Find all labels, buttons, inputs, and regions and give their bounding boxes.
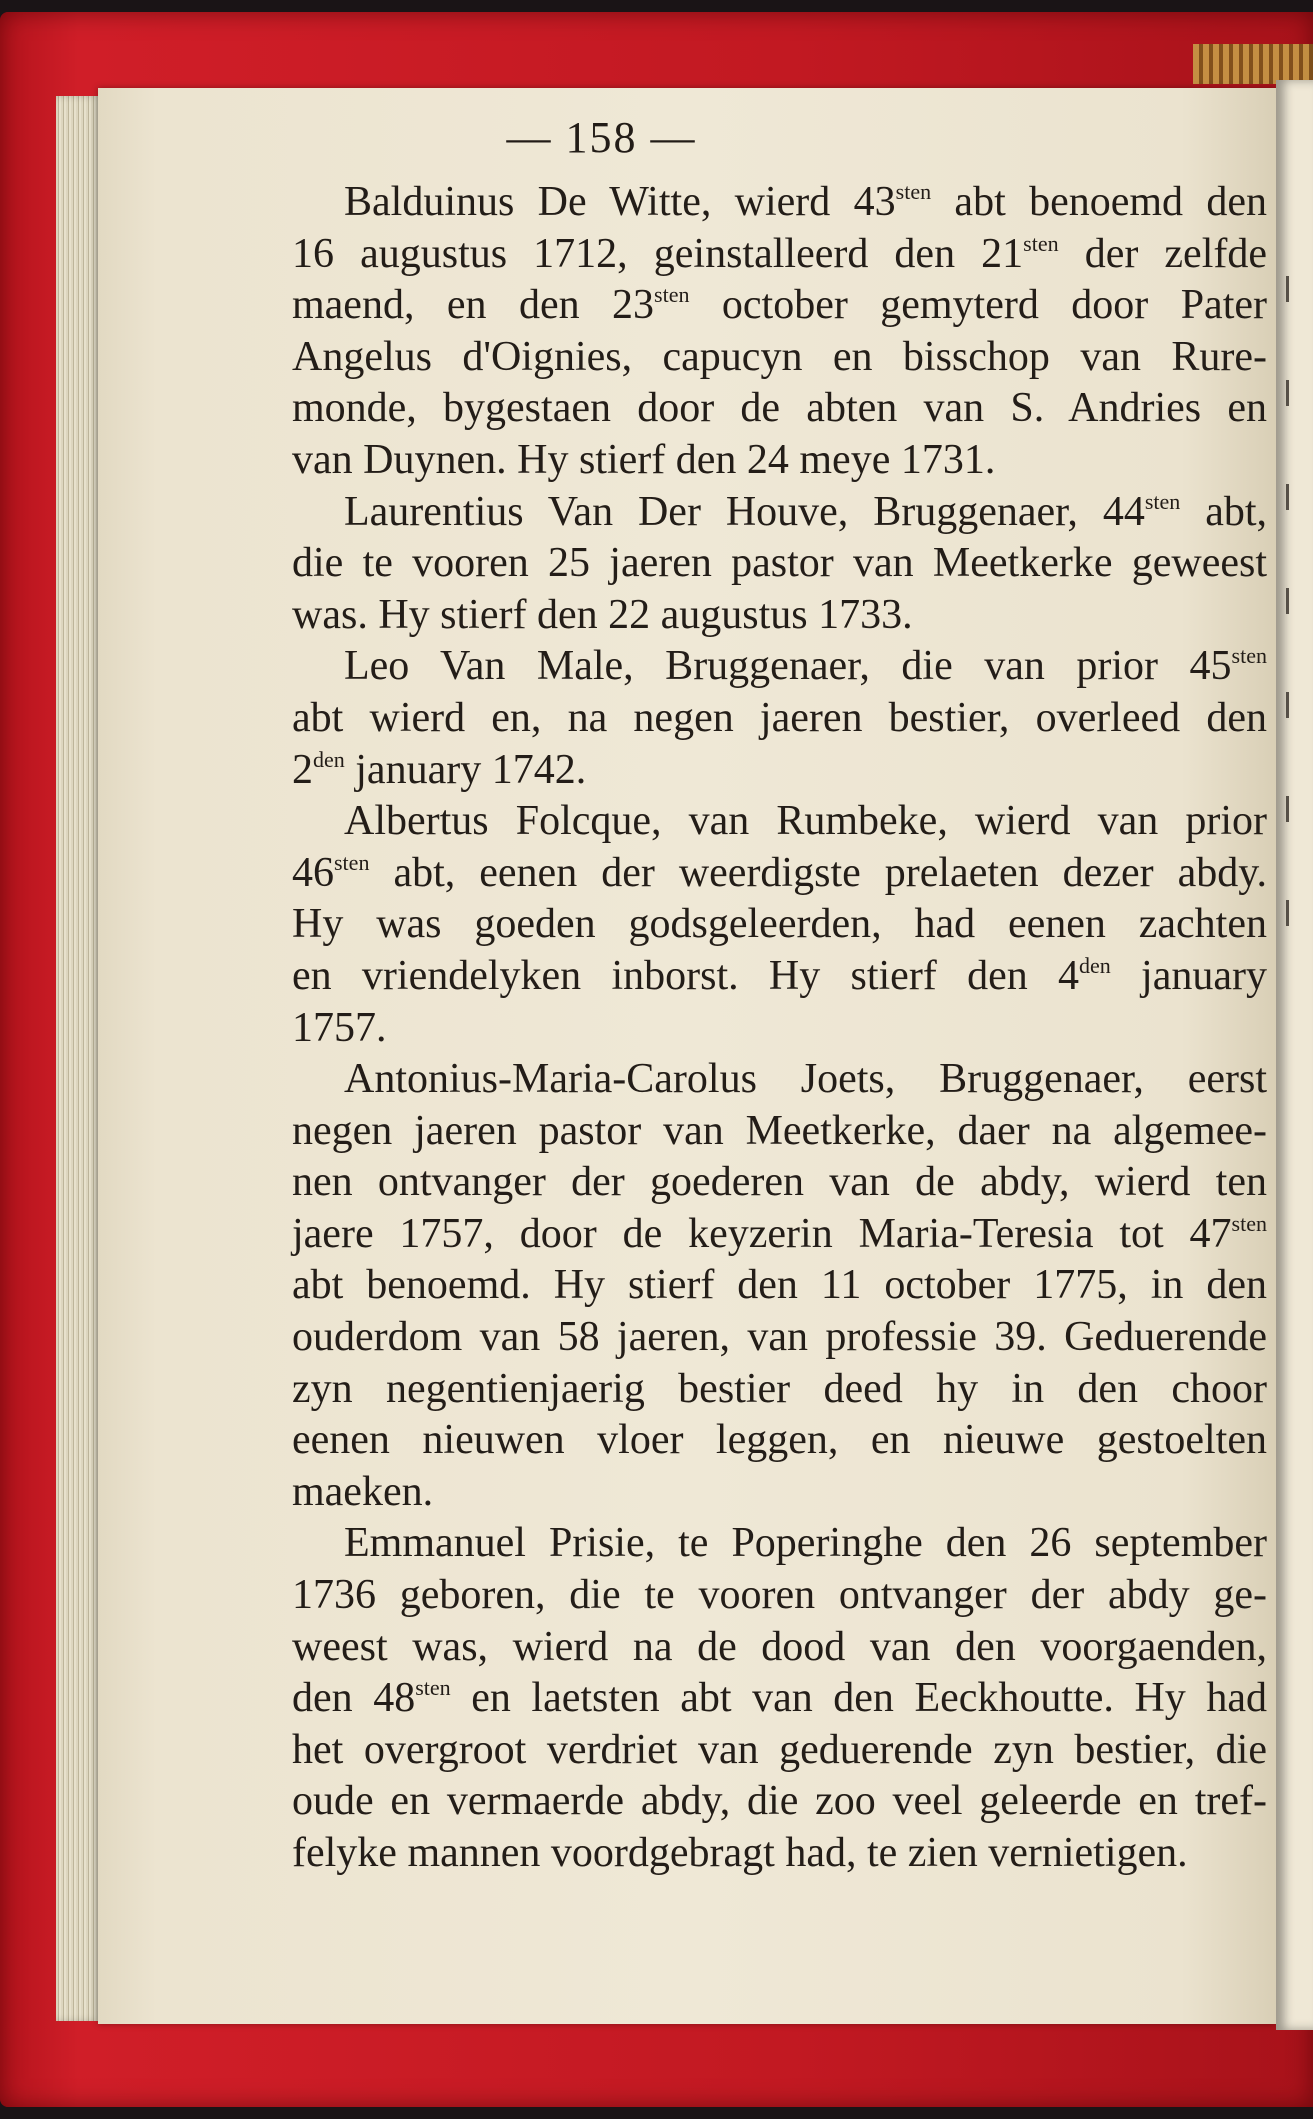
paragraph-albertus [292, 796, 1267, 1054]
ordinal-superscript: sten [415, 1675, 451, 1701]
ordinal-superscript: den [313, 746, 345, 772]
facing-page-glyph [1286, 380, 1303, 406]
page-edges [56, 96, 102, 2021]
text-run: abt benoemd den [931, 179, 1268, 225]
text-run: nen ontvanger der goederen van de abdy, wierd ten [292, 1159, 1267, 1206]
page-number-text: — 158 — [506, 113, 697, 162]
text-run: abt benoemd. Hy stierf den 11 october 1775, in den [292, 1262, 1267, 1309]
text-line [292, 1776, 1267, 1828]
text-run: het overgroot verdriet van geduerende zyn bestier, die [292, 1726, 1267, 1773]
text-run: 1757. [292, 1004, 387, 1051]
paragraph-emmanuel [292, 1518, 1267, 1879]
text-line [292, 487, 1267, 539]
text-line [292, 745, 1267, 797]
text-run: Balduinus De Witte, wierd 43 [344, 179, 896, 225]
facing-page-glyph [1286, 900, 1303, 926]
text-line [292, 848, 1267, 900]
text-run: van Duynen. Hy stierf den 24 meye 1731. [292, 436, 996, 483]
text-line [292, 1312, 1267, 1364]
text-line [292, 280, 1267, 332]
text-line [292, 1364, 1267, 1416]
text-run: 1736 geboren, die te vooren ontvanger der abdy ge- [292, 1572, 1267, 1619]
ordinal-superscript: den [1079, 952, 1111, 978]
ordinal-superscript: sten [895, 179, 932, 204]
text-line [292, 641, 1267, 693]
text-run: oude en vermaerde abdy, die zoo veel geleerde en tref- [292, 1778, 1267, 1825]
text-line [292, 332, 1267, 384]
facing-page-edge [1276, 80, 1313, 2030]
text-run: Laurentius Van Der Houve, Bruggenaer, 44 [344, 488, 1145, 535]
text-line [292, 1415, 1267, 1467]
text-line [292, 1622, 1267, 1674]
text-run: monde, bygestaen door de abten van S. Andries en [292, 385, 1267, 432]
text-line [292, 590, 1267, 642]
text-line [292, 383, 1267, 435]
page-number [0, 112, 1313, 163]
text-run: jaere 1757, door de keyzerin Maria-Teresia tot 47 [292, 1210, 1232, 1257]
paragraph-leo [292, 641, 1267, 796]
paragraph-laurentius [292, 487, 1267, 642]
text-run: negen jaeren pastor van Meetkerke, daer na algemee- [292, 1107, 1267, 1154]
ordinal-superscript: sten [654, 282, 690, 308]
text-run: eenen nieuwen vloer leggen, en nieuwe gestoelten [292, 1417, 1267, 1464]
text-line [292, 796, 1267, 848]
facing-page-glyph [1286, 588, 1303, 614]
text-run: Emmanuel Prisie, te Poperinghe den 26 september [344, 1520, 1267, 1567]
text-line [292, 1003, 1267, 1055]
text-line [292, 899, 1267, 951]
text-run: abt, eenen der weerdigste prelaeten dezer abdy. [369, 849, 1267, 896]
text-line [292, 1209, 1267, 1261]
text-run: den 48 [292, 1675, 416, 1722]
ordinal-superscript: sten [1231, 1210, 1267, 1236]
text-run: maeken. [292, 1468, 434, 1515]
text-line [292, 693, 1267, 745]
text-line [292, 538, 1267, 590]
text-run: weest was, wierd na de dood van den voorgaenden, [292, 1623, 1267, 1670]
text-run: zyn negentienjaerig bestier deed hy in den choor [292, 1365, 1267, 1412]
text-run: der zelfde [1058, 230, 1267, 277]
ordinal-superscript: sten [334, 849, 370, 875]
text-run: maend, en den 23 [292, 282, 655, 329]
text-run: was. Hy stierf den 22 augustus 1733. [292, 591, 913, 638]
text-run: january 1742. [344, 746, 587, 793]
text-run: felyke mannen voordgebragt had, te zien vernietigen. [292, 1830, 1188, 1876]
text-line [292, 1725, 1267, 1777]
text-run: en laetsten abt van den Eeckhoutte. Hy had [450, 1675, 1267, 1722]
text-run: 46 [292, 849, 334, 896]
text-line [292, 229, 1267, 281]
text-line [292, 1570, 1267, 1622]
text-line [292, 1106, 1267, 1158]
text-line [292, 1518, 1267, 1570]
text-run: die te vooren 25 jaeren pastor van Meetkerke geweest [292, 540, 1267, 587]
facing-page-glyph [1286, 796, 1303, 822]
facing-page-glyph [1286, 276, 1303, 302]
text-run: Hy was goeden godsgeleerden, had eenen zachten [292, 901, 1267, 948]
text-line [292, 177, 1267, 229]
ordinal-superscript: sten [1144, 488, 1181, 514]
text-line [292, 435, 1267, 487]
body-text [292, 177, 1267, 1880]
facing-page-glyph [1286, 692, 1303, 718]
text-run: Leo Van Male, Bruggenaer, die van prior 45 [344, 643, 1232, 690]
text-run: abt wierd en, na negen jaeren bestier, overleed den [292, 694, 1267, 741]
text-run: abt, [1180, 488, 1268, 535]
ordinal-superscript: sten [1023, 230, 1059, 256]
facing-page-glyph [1286, 484, 1303, 510]
gilt-spine-decoration [1193, 44, 1313, 84]
text-line [292, 1260, 1267, 1312]
text-line [292, 1467, 1267, 1519]
text-run: 16 augustus 1712, geinstalleerd den 21 [292, 230, 1024, 277]
ordinal-superscript: sten [1231, 643, 1267, 669]
text-line [292, 1828, 1267, 1880]
text-run: 2 [292, 746, 313, 793]
text-run: Angelus d'Oignies, capucyn en bisschop van Rure- [292, 333, 1267, 380]
text-line [292, 1157, 1267, 1209]
text-run: ouderdom van 58 jaeren, van professie 39. Geduerende [292, 1314, 1267, 1361]
paragraph-balduinus [292, 177, 1267, 487]
text-run: Albertus Folcque, van Rumbeke, wierd van prior [344, 798, 1267, 845]
text-run: Antonius-Maria-Carolus Joets, Bruggenaer, eerst [344, 1056, 1267, 1103]
text-line [292, 1054, 1267, 1106]
text-line [292, 951, 1267, 1003]
text-run: en vriendelyken inborst. Hy stierf den 4 [292, 952, 1079, 999]
text-run: january [1110, 952, 1267, 999]
text-line [292, 1673, 1267, 1725]
paragraph-antonius [292, 1054, 1267, 1518]
text-run: october gemyterd door Pater [689, 282, 1267, 329]
